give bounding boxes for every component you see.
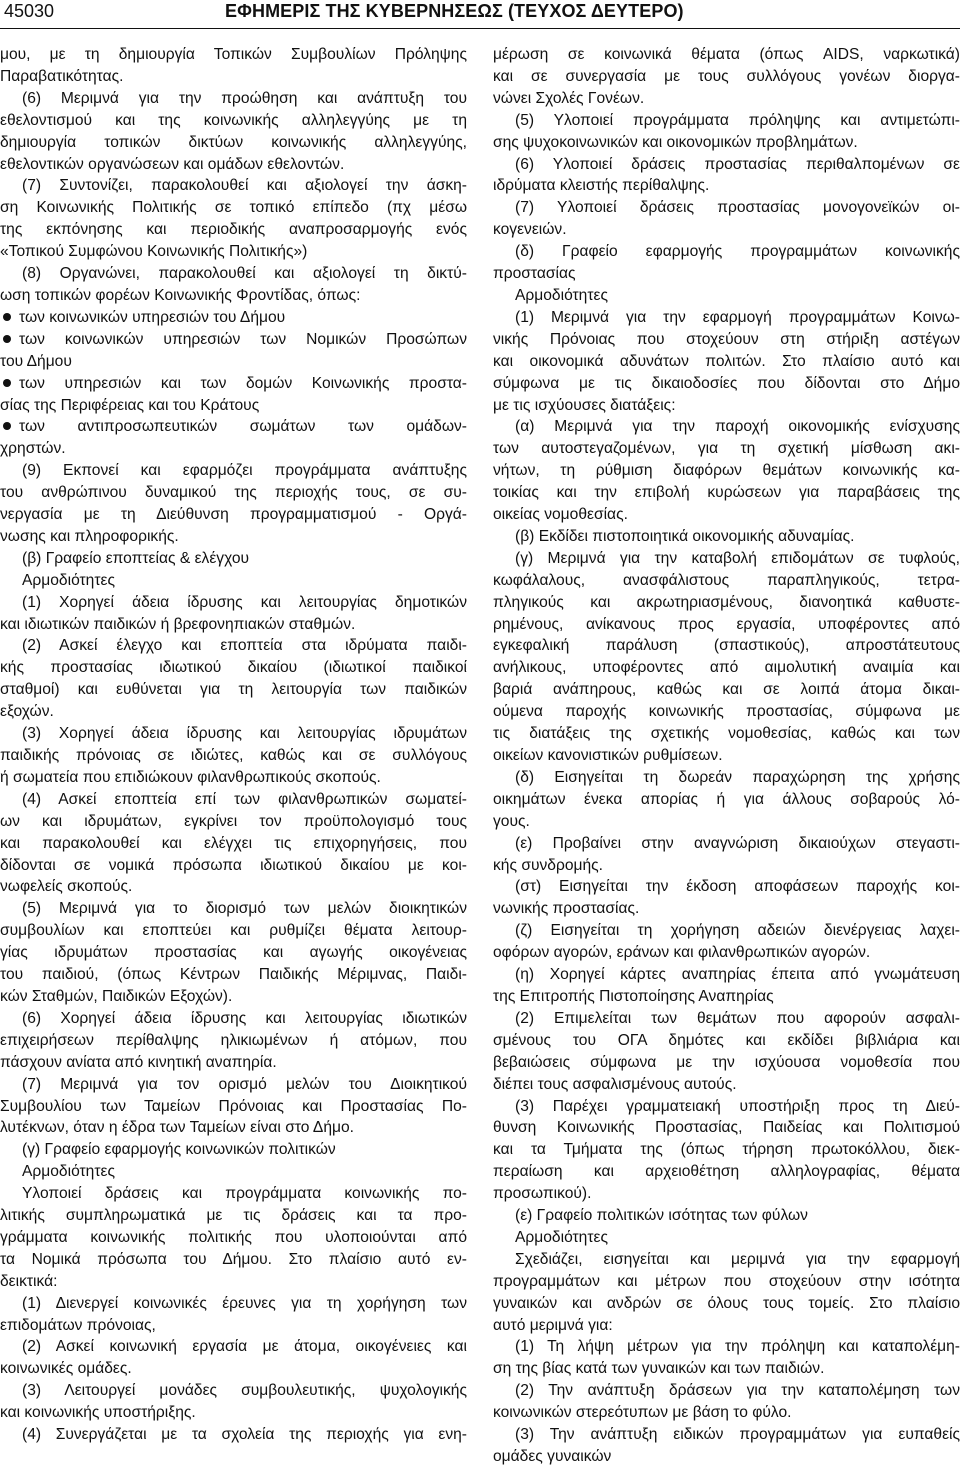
text-line: (1) Μεριμνά για την εφαρμογή προγραμμάτων Κοινω-	[515, 308, 960, 326]
text-line: επιχειρήσεων περίθαλψης ηλικιωμένων ή ατόμων, που	[0, 1031, 467, 1049]
text-line: (6) Χορηγεί άδεια ίδρυσης και λειτουργίας ιδιωτικών	[22, 1009, 467, 1027]
text-line: νωνικής προστασίας.	[493, 900, 640, 918]
text-line: περαίωση και αρχειοθέτηση αλληλογραφίας, θέματα	[493, 1163, 960, 1181]
text-line	[0, 307, 467, 329]
text-line: διέπει τους ασφαλισμένους αυτούς.	[493, 1075, 737, 1093]
text-line: λιτικής συμπληρωματικά με τις δράσεις και τα προ-	[0, 1207, 467, 1225]
text-line	[0, 329, 467, 351]
text-line: (ε) Γραφείο πολιτικών ισότητας των φύλων	[515, 1207, 808, 1225]
text-line: (3) Παρέχει γραμματειακή υποστήριξη προς τη Διεύ-	[515, 1097, 960, 1115]
text-line: συμβουλίων και εποπτεύει και ρυθμίζει θέματα λειτουρ-	[0, 922, 467, 940]
text-line: και κοινωνικής υποστήριξης.	[0, 1404, 196, 1422]
text-line: ιδρύματα κλειστής περίθαλψης.	[493, 177, 710, 195]
text-line: εθελοντισμού και της κοινωνικής αλληλεγγύης με τη	[0, 111, 467, 129]
text-line: προστασίας	[493, 265, 576, 283]
text-line: γίας ιδρυμάτων προστασίας και αγωγής οικογένειας	[0, 944, 467, 962]
text-line: των αυτοστεγαζομένων, για τη σχετική μίσθωση ακι-	[493, 440, 960, 458]
text-line: σίας της Περιφέρειας και του Κράτους	[0, 396, 260, 414]
text-line: (5) Μεριμνά για το διορισμό των μελών διοικητικών	[22, 900, 467, 918]
text-line: νήτων, τη ρύθμιση διαφόρων θεμάτων κοινωνικής κα-	[493, 462, 960, 480]
text-line: δίδονται σε νομικά πρόσωπα ιδιωτικού δικαίου με κοι-	[0, 856, 467, 874]
text-line: θυνση Κοινωνικής Προστασίας, Παιδείας και Πολιτισμού	[493, 1119, 960, 1137]
text-line: (3) Χορηγεί άδεια ίδρυσης και λειτουργίας ιδρυμάτων	[22, 725, 467, 743]
text-line: επιδομάτων πρόνοιας,	[0, 1316, 156, 1334]
text-line: «Τοπικού Συμφώνου Κοινωνικής Πολιτικής»)	[0, 243, 308, 261]
text-line: (2) Ασκεί έλεγχο και εποπτεία στα ιδρύματα παιδι-	[22, 637, 467, 655]
text-line: εθελοντικών οργανώσεων και ομάδων εθελοντών.	[0, 155, 345, 173]
text-line: προσωπικού).	[493, 1185, 592, 1203]
text-line: τοικίας και την επιβολή κυρώσεων για παραβάσεις της	[493, 484, 960, 502]
text-line: Παραβατικότητας.	[0, 67, 124, 85]
text-line: χρηστών.	[0, 440, 66, 458]
text-line: νώνει Σχολές Γονέων.	[493, 89, 645, 107]
text-line: τις διατάξεις της σχετικής νομοθεσίας, καθώς και των	[493, 725, 960, 743]
text-line: (γ) Μεριμνά για την καταβολή επιδομάτων σε τυφλούς,	[515, 549, 960, 567]
text-line: κής προστασίας ιδιωτικού δικαίου (ιδιωτικοί παιδικοί	[0, 659, 467, 677]
text-line: (3) Λειτουργεί μονάδες συμβουλευτικής, ψυχολογικής	[22, 1382, 467, 1400]
page-header	[0, 0, 960, 30]
text-line: δεικτικά:	[0, 1272, 58, 1290]
text-line: της Επιτροπής Πιστοποίησης Αναπηρίας	[493, 987, 774, 1005]
text-line: ρημένους, ανίκανους προς εργασία, υποφέροντες από	[493, 615, 960, 633]
bullet-icon	[3, 313, 11, 321]
gazette-title: ΕΦΗΜΕΡΙΣ ΤΗΣ ΚΥΒΕΡΝΗΣΕΩΣ (ΤΕΥΧΟΣ ΔΕΥΤΕΡΟ)	[225, 1, 684, 21]
text-line: (η) Χορηγεί κάρτες αναπηρίας έπειτα από γνωμάτευση	[515, 966, 960, 984]
text-line: αυτό μεριμνά για:	[493, 1316, 613, 1334]
header-rule	[0, 28, 960, 29]
text-line: πληγικούς και ακρωτηριασμένους, διανοητικά καθυστε-	[493, 593, 960, 611]
text-line: σταθμοί) και ευθύνεται για τη λειτουργία των παιδικών	[0, 681, 467, 699]
text-line: σης ψυχοκοινωνικών και οικονομικών προβλημάτων.	[493, 133, 858, 151]
text-line: νικής Πρόνοιας που στοχεύουν στη στήριξη αστέγων	[493, 330, 960, 348]
text-line	[0, 373, 467, 395]
text-line: (6) Υλοποιεί δράσεις προστασίας περιθαλπομένων σε	[515, 155, 960, 173]
text-line: νωφελείς σκοπούς.	[0, 878, 133, 896]
text-line: σύμφωνα με τις δικαιοδοσίες που δίδονται στο Δήμο	[493, 374, 960, 392]
text-line: εγκεφαλική παράλυση (σπαστικούς), απροστάτευτους	[493, 637, 960, 655]
text-line: ων και ιδρυμάτων, εγκρίνει τον προϋπολογισμό τους	[0, 812, 467, 830]
text-line: (4) Συνεργάζεται με τα σχολεία της περιοχής για ενη-	[22, 1426, 467, 1444]
text-line: Αρμοδιότητες	[515, 286, 608, 304]
text-line-content: των υπηρεσιών και των δομών Κοινωνικής προστα-	[19, 374, 467, 392]
page-number: 45030	[4, 1, 55, 21]
text-line: (ζ) Εισηγείται τη χορήγηση αδειών διενέργειας λαχει-	[515, 922, 960, 940]
text-line: της εκπόνησης και περιοδικής αναπροσαρμογής ενός	[0, 221, 467, 239]
text-line: βαριά ανάπηρους, καθώς και σε λοιπά άτομα δικαι-	[493, 681, 960, 699]
text-line: του ανθρώπινου δυναμικού της περιοχής τους, σε συ-	[0, 484, 467, 502]
text-line: κοινωνικών στερεότυπων με βάση το φύλο.	[493, 1404, 792, 1422]
text-line: γους.	[493, 812, 530, 830]
text-line: ή σωματεία που επιδιώκουν φιλανθρωπικούς σκοπούς.	[0, 768, 381, 786]
text-line: (1) Τη λήψη μέτρων για την πρόληψη και καταπολέμη-	[515, 1338, 960, 1356]
text-line: (2) Επιμελείται των θεμάτων που αφορούν ασφαλι-	[515, 1009, 960, 1027]
text-line: (α) Μεριμνά για την παροχή οικονομικής ενίσχυσης	[515, 418, 960, 436]
text-line: νεργασία με τη Διεύθυνση προγραμματισμού - Οργά-	[0, 506, 467, 524]
text-line: (β) Εκδίδει πιστοποιητικά οικονομικής αδυναμίας.	[515, 527, 855, 545]
text-line: (δ) Γραφείο εφαρμογής προγραμμάτων κοινωνικής	[515, 243, 960, 261]
text-line-content: των αντιπροσωπευτικών σωμάτων των ομάδων-	[19, 418, 467, 436]
text-line: κογενειών.	[493, 221, 567, 239]
text-line: πάσχουν ανίατα από κινητική αναπηρία.	[0, 1053, 277, 1071]
text-line: ωση τοπικών φορέων Κοινωνικής Φροντίδας, όπως:	[0, 286, 361, 304]
text-line: με τις ισχύουσες διατάξεις:	[493, 396, 676, 414]
text-line: εξοχών.	[0, 703, 54, 721]
bullet-icon	[3, 379, 11, 387]
text-line: ούμενα παροχής κοινωνικής προστασίας, σύμφωνα με	[493, 703, 960, 721]
text-line: και οικονομικά αδυνάτων πολιτών. Στο πλαίσιο αυτό και	[493, 352, 960, 370]
text-line: (1) Χορηγεί άδεια ίδρυσης και λειτουργίας δημοτικών	[22, 593, 467, 611]
text-line: κωφάλαλους, ανασφάλιστους παραπληγικούς, τετρα-	[493, 571, 960, 589]
bullet-icon	[3, 422, 11, 430]
text-line: (ε) Προβαίνει στην αναγνώριση δικαιούχων στεγαστι-	[515, 834, 960, 852]
bullet-icon	[3, 335, 11, 343]
text-line: ση Κοινωνικής Πολιτικής σε τοπικό επίπεδο (πχ μέσω	[0, 199, 467, 217]
text-line: και σε συνεργασία με τους συλλόγους γονέων διοργα-	[493, 67, 960, 85]
text-line: (9) Εκπονεί και εφαρμόζει προγράμματα ανάπτυξης	[22, 462, 467, 480]
text-line: προγραμμάτων και μέτρων που στοχεύουν στην ισότητα	[493, 1272, 960, 1290]
text-line: (γ) Γραφείο εφαρμογής κοινωνικών πολιτικών	[22, 1141, 336, 1159]
text-line: ομάδες γυναικών	[493, 1448, 612, 1465]
text-line: οφόρων αγορών, εράνων και φιλανθρωπικών αγορών.	[493, 944, 871, 962]
text-line: (3) Την ανάπτυξη ειδικών προγραμμάτων για ευπαθείς	[515, 1426, 960, 1444]
text-line: (7) Υλοποιεί δράσεις προστασίας μονογονεϊκών οι-	[515, 199, 960, 217]
text-line: τα Νομικά πρόσωπα του Δήμου. Στο πλαίσιο αυτό εν-	[0, 1250, 467, 1268]
text-line: Αρμοδιότητες	[515, 1228, 608, 1246]
text-line: του Δήμου	[0, 352, 72, 370]
left-column	[0, 44, 467, 1446]
text-line: γράμματα κοινωνικής πολιτικής που υλοποιούνται από	[0, 1228, 467, 1246]
text-line: (7) Μεριμνά για τον ορισμό μελών του Διοικητικού	[22, 1075, 467, 1093]
text-line: (8) Οργανώνει, παρακολουθεί και αξιολογεί τη δικτύ-	[22, 265, 467, 283]
text-line: Συμβουλίου των Ταμείων Πρόνοιας και Προστασίας Πο-	[0, 1097, 467, 1115]
text-line: (6) Μεριμνά για την προώθηση και ανάπτυξη του	[22, 89, 467, 107]
text-line: δημιουργία τοπικών δικτύων κοινωνικής αλληλεγγύης,	[0, 133, 467, 151]
text-line: οικημάτων ένεκα απορίας ή για άλλους σοβαρούς λό-	[493, 790, 960, 808]
text-line: λυτέκνων, όταν η έδρα των Ταμείων είναι στο Δήμο.	[0, 1119, 354, 1137]
text-line: (7) Συντονίζει, παρακολουθεί και αξιολογεί την άσκη-	[22, 177, 467, 195]
text-line: κής συνδρομής.	[493, 856, 603, 874]
text-line: ση της βίας κατά των γυναικών και των παιδιών.	[493, 1360, 825, 1378]
text-line: Αρμοδιότητες	[22, 1163, 115, 1181]
text-line: μέρωση σε κοινωνικά θέματα (όπως AIDS, ναρκωτικά)	[493, 46, 960, 63]
text-line: (β) Γραφείο εποπτείας & ελέγχου	[22, 549, 250, 567]
text-line: (5) Υλοποιεί προγράμματα πρόληψης και αντιμετώπι-	[515, 111, 960, 129]
text-line: Αρμοδιότητες	[22, 571, 115, 589]
text-line: οικείων κανονιστικών ρυθμίσεων.	[493, 747, 723, 764]
text-line: (2) Την ανάπτυξη δράσεων για την καταπολέμηση των	[515, 1382, 960, 1400]
text-line: του παιδιού, (όπως Κέντρων Παιδικής Μέριμνας, Παιδι-	[0, 966, 467, 984]
right-column	[493, 44, 960, 1468]
text-line: (στ) Εισηγείται την έκδοση αποφάσεων παροχής κοι-	[515, 878, 960, 896]
text-line: και ιδιωτικών παιδικών ή βρεφονηπιακών σταθμών.	[0, 615, 356, 633]
text-line: οικείας νομοθεσίας.	[493, 506, 628, 524]
text-line: Σχεδιάζει, εισηγείται και μεριμνά για την εφαρμογή	[515, 1250, 960, 1268]
text-line: Υλοποιεί δράσεις και προγράμματα κοινωνικής πο-	[22, 1185, 467, 1203]
text-line: (2) Ασκεί κοινωνική εργασία με άτομα, οικογένειες και	[22, 1338, 467, 1356]
text-line: μου, με τη δημιουργία Τοπικών Συμβουλίων Πρόληψης	[0, 46, 467, 63]
text-line: γυναικών και ανδρών σε όλους τους τομείς. Στο πλαίσιο	[493, 1294, 960, 1312]
text-line: (1) Διενεργεί κοινωνικές έρευνες για τη χορήγηση των	[22, 1294, 467, 1312]
text-line: ανήλικους, υποφέροντες από αιμολυτική αναιμία και	[493, 659, 960, 677]
text-line: και παρακολουθεί και ελέγχει τις επιχορηγήσεις, που	[0, 834, 467, 852]
text-line: κών Σταθμών, Παιδικών Εξοχών).	[0, 987, 233, 1005]
text-line: και τα Τμήματα της (όπως τήρηση πρωτοκόλλου, διεκ-	[493, 1141, 960, 1159]
text-line-content: των κοινωνικών υπηρεσιών του Δήμου	[19, 308, 286, 326]
text-line: (4) Ασκεί εποπτεία επί των φιλανθρωπικών σωματεί-	[22, 790, 467, 808]
text-line: βεβαιώσεις σύμφωνα με την ισχύουσα νομοθεσία που	[493, 1053, 960, 1071]
text-line: παιδικής πρόνοιας σε ιδιώτες, καθώς και σε συλλόγους	[0, 747, 467, 764]
text-line-content: των κοινωνικών υπηρεσιών των Νομικών Προσώπων	[19, 330, 467, 348]
text-line: (δ) Εισηγείται τη δωρεάν παραχώρηση της χρήσης	[515, 768, 960, 786]
text-line: νωσης και πληροφορικής.	[0, 527, 179, 545]
text-line: σμένους του ΟΓΑ δημότες και εκδίδει βιβλιάρια και	[493, 1031, 960, 1049]
text-line	[0, 416, 467, 438]
text-line: κοινωνικές ομάδες.	[0, 1360, 132, 1378]
